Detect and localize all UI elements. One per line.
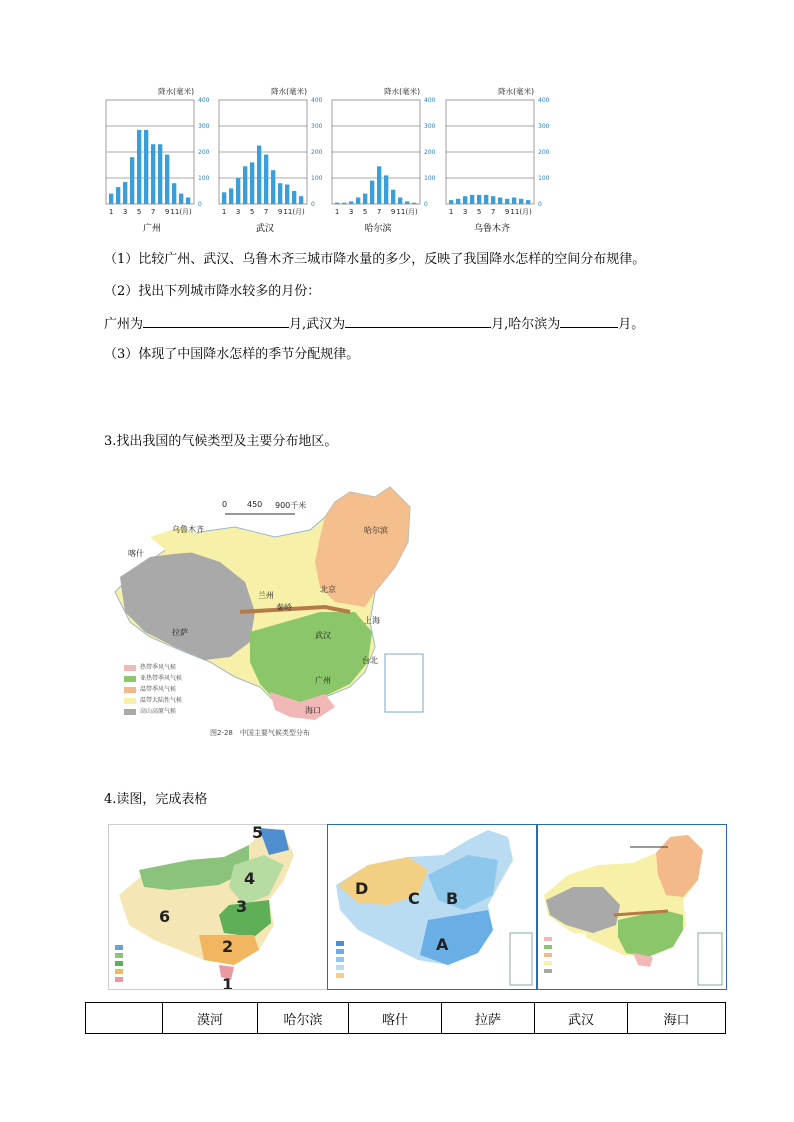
table-row bbox=[86, 1003, 726, 1034]
x-tick-label: 9 bbox=[277, 208, 283, 216]
x-tick-label: 7 bbox=[263, 208, 269, 216]
legend-label: 温带大陆性气候 bbox=[140, 697, 183, 704]
city-guangzhou: 广州 bbox=[315, 676, 331, 685]
fill-end-label: 月。 bbox=[618, 317, 645, 332]
map-label-D: D bbox=[355, 879, 369, 898]
y-tick-label: 300 bbox=[424, 123, 436, 130]
q2-sub1: （1）比较广州、武汉、乌鲁木齐三城市降水量的多少，反映了我国降水怎样的空间分布规律。 bbox=[104, 252, 646, 267]
y-tick-label: 300 bbox=[538, 123, 550, 130]
q3-title: 3.找出我国的气候类型及主要分布地区。 bbox=[104, 434, 338, 449]
y-tick-label: 400 bbox=[198, 97, 210, 104]
rainfall-bar bbox=[278, 183, 282, 204]
rainfall-bar bbox=[477, 195, 481, 204]
city-lhasa: 拉萨 bbox=[172, 628, 188, 637]
city-qinling: 秦岭 bbox=[276, 603, 292, 612]
legend-label: 亚热带季风气候 bbox=[140, 675, 183, 682]
y-tick-label: 100 bbox=[538, 175, 550, 182]
x-tick-label: 1 bbox=[221, 208, 227, 216]
rainfall-bar bbox=[158, 144, 162, 204]
legend-temperate-monsoon bbox=[124, 684, 176, 693]
legend-swatch bbox=[124, 665, 136, 671]
rainfall-bar bbox=[335, 203, 339, 204]
q4-title: 4.读图，完成表格 bbox=[104, 792, 208, 807]
chart-plot bbox=[217, 84, 325, 224]
climate-map bbox=[110, 472, 428, 740]
x-tick-label: 11(月) bbox=[170, 208, 192, 216]
map-temperature-zones bbox=[108, 824, 328, 990]
rainfall-bar bbox=[130, 157, 134, 204]
scale-450: 450 bbox=[247, 500, 263, 509]
chart-title: 武汉 bbox=[255, 224, 274, 234]
x-tick-label: 11(月) bbox=[510, 208, 532, 216]
rainfall-bar bbox=[257, 146, 261, 205]
table-cell: 武汉 bbox=[535, 1003, 628, 1034]
table-cell: 哈尔滨 bbox=[258, 1003, 349, 1034]
rainfall-bar bbox=[349, 201, 353, 204]
map-label-C: C bbox=[408, 889, 420, 908]
rainfall-bar bbox=[243, 166, 247, 204]
rainfall-bar bbox=[412, 203, 416, 204]
rainfall-bar bbox=[123, 182, 127, 204]
map-label-2: 2 bbox=[222, 937, 234, 956]
city-beijing: 北京 bbox=[320, 585, 336, 594]
city-wuhan: 武汉 bbox=[315, 631, 331, 640]
x-tick-label: 5 bbox=[136, 208, 142, 216]
rainfall-bar bbox=[264, 155, 268, 204]
y-tick-label: 400 bbox=[538, 97, 550, 104]
x-tick-label: 3 bbox=[122, 208, 128, 216]
rainfall-bar bbox=[144, 130, 148, 204]
x-tick-label: 11(月) bbox=[283, 208, 305, 216]
y-axis-label: 降水(毫米) bbox=[271, 87, 307, 96]
rainfall-bar bbox=[137, 130, 141, 204]
rainfall-bar bbox=[484, 195, 488, 204]
q2-fill-line bbox=[104, 314, 644, 333]
x-tick-label: 3 bbox=[235, 208, 241, 216]
answer-blank-harbin[interactable] bbox=[560, 314, 618, 328]
y-tick-label: 200 bbox=[311, 149, 323, 156]
chart-plot bbox=[104, 84, 212, 224]
y-tick-label: 0 bbox=[538, 201, 542, 208]
rainfall-bar bbox=[172, 183, 176, 204]
map-label-4: 4 bbox=[244, 869, 256, 888]
rainfall-bar bbox=[405, 201, 409, 204]
rainfall-bar bbox=[398, 198, 402, 205]
rainfall-bar bbox=[363, 194, 367, 204]
chart-plot bbox=[330, 84, 438, 224]
y-axis-label: 降水(毫米) bbox=[498, 87, 534, 96]
map-label-5: 5 bbox=[252, 824, 264, 842]
rainfall-bar bbox=[292, 191, 296, 204]
legend-swatch bbox=[124, 687, 136, 693]
table-cell: 拉萨 bbox=[442, 1003, 535, 1034]
rainfall-bar bbox=[456, 199, 460, 204]
x-tick-label: 1 bbox=[108, 208, 114, 216]
legend-tropical bbox=[124, 662, 176, 671]
legend-swatch bbox=[124, 709, 136, 715]
rainfall-bar bbox=[449, 200, 453, 204]
city-urumqi: 乌鲁木齐 bbox=[172, 525, 204, 534]
rainfall-bar bbox=[519, 199, 523, 204]
rainfall-bar bbox=[109, 194, 113, 204]
legend-plateau bbox=[124, 706, 176, 715]
y-tick-label: 400 bbox=[424, 97, 436, 104]
x-tick-label: 9 bbox=[164, 208, 170, 216]
rainfall-bar bbox=[165, 155, 169, 204]
y-tick-label: 0 bbox=[311, 201, 315, 208]
q2-sub2: （2）找出下列城市降水较多的月份： bbox=[104, 284, 321, 299]
x-tick-label: 3 bbox=[348, 208, 354, 216]
rainfall-bar bbox=[505, 199, 509, 204]
map-label-B: B bbox=[446, 889, 459, 908]
y-tick-label: 300 bbox=[198, 123, 210, 130]
city-kashi: 喀什 bbox=[128, 549, 144, 558]
x-tick-label: 7 bbox=[376, 208, 382, 216]
table-cell: 喀什 bbox=[349, 1003, 442, 1034]
y-tick-label: 0 bbox=[424, 201, 428, 208]
x-tick-label: 7 bbox=[490, 208, 496, 216]
chart-plot bbox=[444, 84, 552, 224]
legend-swatch bbox=[124, 676, 136, 682]
rainfall-bar bbox=[391, 190, 395, 204]
map2-shapes bbox=[328, 825, 536, 989]
city-taipei: 台北 bbox=[362, 656, 378, 665]
y-tick-label: 100 bbox=[424, 175, 436, 182]
city-haikou: 海口 bbox=[305, 706, 321, 715]
map-climate-small bbox=[537, 824, 727, 990]
map-label-1: 1 bbox=[222, 975, 234, 990]
city-harbin: 哈尔滨 bbox=[364, 526, 388, 535]
rainfall-bar bbox=[151, 144, 155, 204]
x-tick-label: 5 bbox=[249, 208, 255, 216]
rainfall-chart-harbin bbox=[330, 84, 438, 234]
table-cell bbox=[86, 1003, 163, 1034]
y-tick-label: 0 bbox=[198, 201, 202, 208]
rainfall-bar bbox=[377, 166, 381, 204]
rainfall-chart-wuhan bbox=[217, 84, 325, 234]
rainfall-bar bbox=[356, 198, 360, 205]
climate-answer-table bbox=[85, 1002, 726, 1034]
rainfall-bar bbox=[384, 175, 388, 204]
map-label-A: A bbox=[436, 935, 449, 954]
fill-harbin-label: 月,哈尔滨为 bbox=[491, 317, 561, 332]
map3-shapes bbox=[538, 825, 726, 989]
fill-wuhan-label: 月,武汉为 bbox=[289, 317, 346, 332]
q2-sub3: （3）体现了中国降水怎样的季节分配规律。 bbox=[104, 347, 360, 362]
legend-label: 高山高原气候 bbox=[140, 708, 177, 715]
legend-swatch bbox=[124, 698, 136, 704]
rainfall-bar bbox=[222, 192, 226, 204]
scale-900: 900千米 bbox=[275, 501, 307, 510]
answer-blank-guangzhou[interactable] bbox=[143, 314, 289, 328]
y-axis-label: 降水(毫米) bbox=[158, 87, 194, 96]
rainfall-chart-guangzhou bbox=[104, 84, 212, 234]
rainfall-bar bbox=[491, 196, 495, 204]
rainfall-bar bbox=[250, 162, 254, 204]
chart-title: 乌鲁木齐 bbox=[473, 224, 510, 234]
y-tick-label: 200 bbox=[538, 149, 550, 156]
x-tick-label: 1 bbox=[334, 208, 340, 216]
y-tick-label: 100 bbox=[198, 175, 210, 182]
scale-0: 0 bbox=[222, 500, 228, 509]
rainfall-bar bbox=[470, 195, 474, 204]
y-tick-label: 100 bbox=[311, 175, 323, 182]
rainfall-bar bbox=[236, 178, 240, 204]
x-tick-label: 5 bbox=[362, 208, 368, 216]
legend-label: 热带季风气候 bbox=[140, 664, 177, 671]
rainfall-bar bbox=[526, 200, 530, 204]
map-label-3: 3 bbox=[236, 897, 248, 916]
rainfall-bar bbox=[116, 187, 120, 204]
map1-shapes bbox=[109, 825, 327, 989]
rainfall-bar bbox=[498, 198, 502, 205]
x-tick-label: 11(月) bbox=[396, 208, 418, 216]
y-axis-label: 降水(毫米) bbox=[384, 87, 420, 96]
x-tick-label: 9 bbox=[504, 208, 510, 216]
x-tick-label: 1 bbox=[448, 208, 454, 216]
rainfall-chart-urumqi bbox=[444, 84, 552, 234]
chart-title: 哈尔滨 bbox=[364, 224, 392, 234]
answer-blank-wuhan[interactable] bbox=[345, 314, 491, 328]
map-label-6: 6 bbox=[159, 907, 171, 926]
legend-label: 温带季风气候 bbox=[140, 686, 177, 693]
x-tick-label: 5 bbox=[476, 208, 482, 216]
rainfall-bar bbox=[463, 196, 467, 204]
y-tick-label: 400 bbox=[311, 97, 323, 104]
city-shanghai: 上海 bbox=[364, 616, 380, 625]
rainfall-bar bbox=[271, 170, 275, 204]
table-cell: 海口 bbox=[628, 1003, 726, 1034]
map-precipitation bbox=[327, 824, 537, 990]
rainfall-bar bbox=[370, 181, 374, 204]
map-caption: 图2-28 中国主要气候类型分布 bbox=[210, 729, 310, 737]
y-tick-label: 300 bbox=[311, 123, 323, 130]
y-tick-label: 200 bbox=[424, 149, 436, 156]
rainfall-bar bbox=[179, 194, 183, 204]
x-tick-label: 7 bbox=[150, 208, 156, 216]
x-tick-label: 3 bbox=[462, 208, 468, 216]
rainfall-bar bbox=[299, 196, 303, 204]
rainfall-bar bbox=[342, 203, 346, 204]
city-lanzhou: 兰州 bbox=[258, 591, 274, 600]
table-cell: 漠河 bbox=[163, 1003, 258, 1034]
rainfall-bar bbox=[512, 198, 516, 205]
y-tick-label: 200 bbox=[198, 149, 210, 156]
fill-guangzhou-label: 广州为 bbox=[104, 317, 144, 332]
rainfall-bar bbox=[285, 185, 289, 205]
legend-temperate-continental bbox=[124, 695, 182, 704]
rainfall-bar bbox=[186, 198, 190, 205]
legend-subtropical bbox=[124, 673, 182, 682]
x-tick-label: 9 bbox=[390, 208, 396, 216]
chart-title: 广州 bbox=[142, 224, 161, 234]
rainfall-bar bbox=[229, 188, 233, 204]
